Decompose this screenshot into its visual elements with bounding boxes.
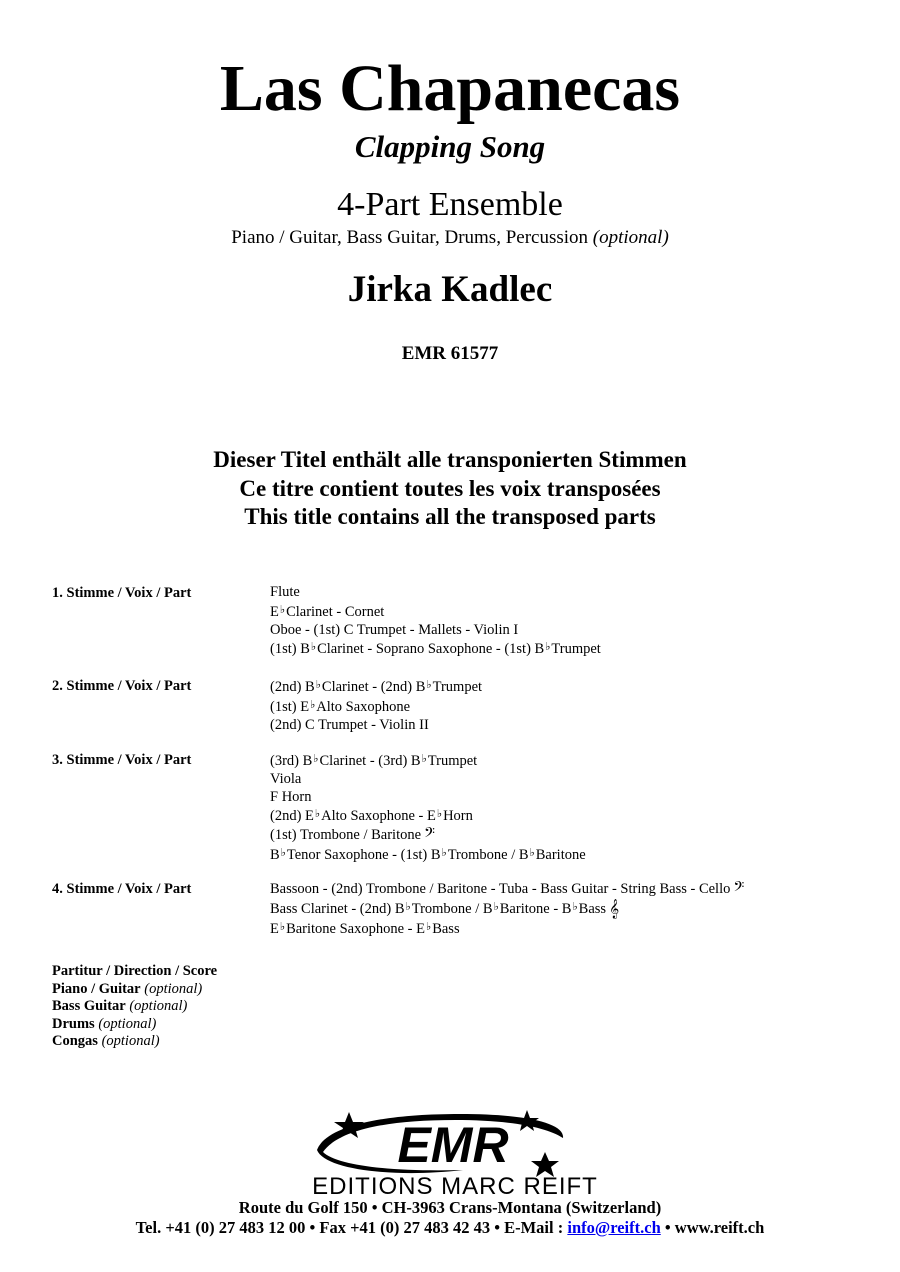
flat-icon: ♭	[426, 679, 432, 691]
list-item: (1st) E♭Alto Saxophone	[270, 698, 411, 715]
list-item: B♭Tenor Saxophone - (1st) B♭Trombone / B♭Baritone	[270, 846, 586, 863]
list-item: Bassoon - (2nd) Trombone / Baritone - Tuba - Bass Guitar - String Bass - Cello 𝄢	[270, 879, 745, 898]
subtitle: Clapping Song	[354, 129, 546, 164]
list-item: Piano / Guitar (optional)	[52, 980, 203, 997]
list-item: (2nd) E♭Alto Saxophone - E♭Horn	[270, 808, 473, 825]
flat-icon: ♭	[314, 808, 321, 821]
flat-icon: ♭	[421, 753, 427, 765]
list-item: Bass Guitar (optional)	[52, 998, 188, 1014]
page-title: Las Chapanecas	[219, 52, 681, 125]
publisher-contact: Tel. +41 (0) 27 483 12 00 • Fax +41 (0) 27 483 42 43 • E-Mail : info@reift.ch • www.reift.ch	[135, 1218, 765, 1237]
list-item: Partitur / Direction / Score	[52, 963, 218, 979]
part-3-instruments	[270, 751, 586, 865]
publisher-name: EDITIONS MARC REIFT	[312, 1173, 598, 1200]
email-link[interactable]: info@reift.ch	[567, 1218, 661, 1237]
list-item: (1st) Trombone / Baritone 𝄢	[270, 825, 435, 845]
instrumentation-list: Piano / Guitar, Bass Guitar, Drums, Percussion	[231, 227, 589, 248]
list-item: Congas (optional)	[52, 1033, 160, 1049]
part-4-label: 4. Stimme / Voix / Part	[52, 881, 192, 897]
treble-clef-icon: 𝄞	[609, 898, 620, 918]
flat-icon: ♭	[279, 603, 286, 616]
list-item: Oboe - (1st) C Trumpet - Mallets - Violin I	[270, 621, 519, 638]
list-item: F Horn	[270, 788, 312, 805]
notice-french: Ce titre contient toutes les voix transposées	[239, 475, 661, 501]
flat-icon: ♭	[441, 846, 447, 859]
publisher-address: Route du Golf 150 • CH-3963 Crans-Montana (Switzerland)	[238, 1198, 662, 1217]
part-2-label: 2. Stimme / Voix / Part	[52, 678, 192, 694]
part-3-label: 3. Stimme / Voix / Part	[52, 752, 192, 768]
notice-german: Dieser Titel enthält alle transponierten Stimmen	[213, 447, 687, 472]
score-and-rhythm-parts	[52, 963, 217, 1051]
notice-english: This title contains all the transposed parts	[244, 504, 656, 529]
flat-icon: ♭	[545, 641, 551, 654]
ensemble-type: 4-Part Ensemble	[337, 186, 563, 223]
flat-icon: ♭	[426, 920, 432, 933]
bass-clef-icon: 𝄢	[733, 879, 745, 898]
instrumentation	[0, 226, 900, 250]
list-item: Viola	[270, 770, 302, 787]
publisher-logo	[245, 1108, 665, 1200]
part-4-instruments	[270, 880, 744, 938]
catalog-number: EMR 61577	[401, 343, 499, 364]
part-1-label: 1. Stimme / Voix / Part	[52, 585, 192, 601]
star-icon	[515, 1110, 539, 1131]
flat-icon: ♭	[529, 846, 535, 859]
flat-icon: ♭	[310, 641, 317, 654]
bass-clef-icon: 𝄢	[424, 825, 435, 845]
composer: Jirka Kadlec	[347, 269, 553, 310]
part-1-instruments	[270, 584, 601, 659]
transposed-notice	[0, 446, 900, 532]
flat-icon: ♭	[310, 698, 316, 711]
flat-icon: ♭	[315, 679, 321, 691]
list-item: Drums (optional)	[52, 1015, 157, 1032]
instrumentation-optional: (optional)	[592, 227, 669, 248]
list-item: E♭Baritone Saxophone - E♭Bass	[270, 920, 460, 937]
list-item: (1st) B♭Clarinet - Soprano Saxophone - (1st) B♭Trumpet	[270, 641, 601, 658]
part-2-instruments	[270, 677, 482, 734]
flat-icon: ♭	[280, 846, 286, 859]
list-item: Bass Clarinet - (2nd) B♭Trombone / B♭Baritone - B♭Bass 𝄞	[270, 898, 620, 918]
flat-icon: ♭	[436, 808, 443, 821]
list-item: (2nd) B♭Clarinet - (2nd) B♭Trumpet	[270, 679, 483, 695]
list-item: E♭Clarinet - Cornet	[270, 603, 385, 620]
list-item: (3rd) B♭Clarinet - (3rd) B♭Trumpet	[270, 753, 478, 769]
flat-icon: ♭	[313, 753, 319, 765]
flat-icon: ♭	[493, 900, 499, 913]
flat-icon: ♭	[405, 900, 411, 913]
logo-text: EMR	[397, 1117, 509, 1173]
list-item: (2nd) C Trumpet - Violin II	[270, 716, 429, 733]
flat-icon: ♭	[279, 920, 286, 933]
flat-icon: ♭	[572, 900, 578, 913]
list-item: Flute	[270, 584, 300, 600]
